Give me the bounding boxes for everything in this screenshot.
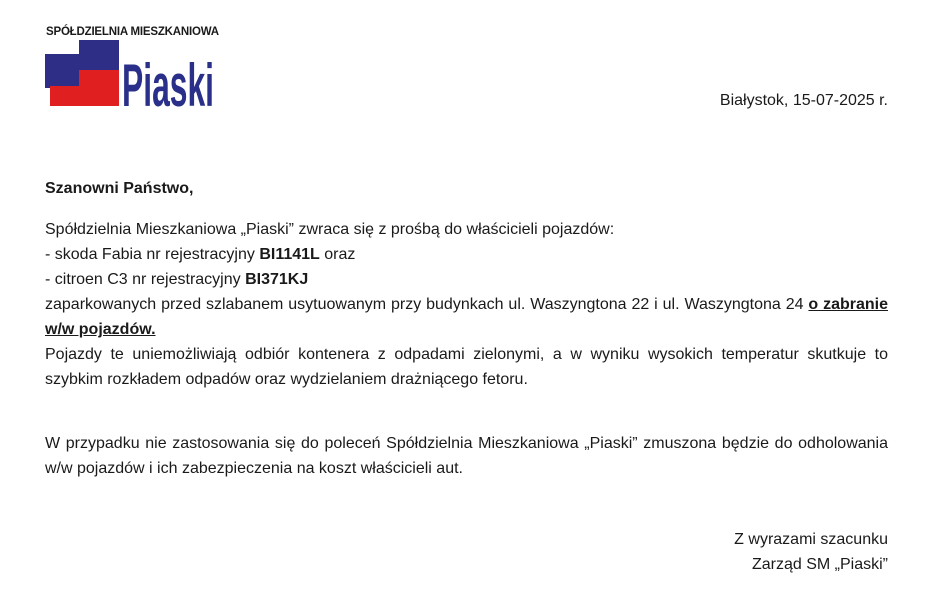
company-logo <box>44 26 219 119</box>
logo-graphic <box>44 38 216 119</box>
closing-signature: Zarząd SM „Piaski” <box>751 556 888 573</box>
closing <box>734 527 888 577</box>
logo-wordmark: Piaski <box>122 52 214 119</box>
vehicle-1-plate: BI1141L <box>259 246 320 263</box>
request-text: o zabranie w/w pojazdów. <box>45 296 888 338</box>
vehicle-line-2 <box>45 267 888 292</box>
location-text: zaparkowanych przed szlabanem usytuowanym przy budynkach ul. Waszyngtona 22 i ul. Waszyngtona 24 <box>45 296 809 313</box>
vehicle-line-1 <box>45 242 888 267</box>
warning-paragraph: W przypadku nie zastosowania się do poleceń Spółdzielnia Mieszkaniowa „Piaski” zmuszona będzie do odholowania w/w pojazdów i ich zabezpieczenia na koszt właścicieli aut. <box>45 435 888 477</box>
main-paragraph <box>45 217 888 392</box>
reason-paragraph: Pojazdy te uniemożliwiają odbiór kontenera z odpadami zielonymi, a w wyniku wysokich temperatur skutkuje to szybkim rozkładem odpadów oraz wydzielaniem drażniącego fetoru. <box>45 346 888 388</box>
vehicle-2-plate: BI371KJ <box>245 271 309 288</box>
place-date: Białystok, 15-07-2025 r. <box>719 92 888 109</box>
vehicle-2-description: - citroen C3 nr rejestracyjny <box>45 271 246 288</box>
location-paragraph <box>45 292 888 342</box>
vehicle-1-suffix: oraz <box>319 246 356 263</box>
greeting: Szanowni Państwo, <box>45 180 194 197</box>
vehicle-1-description: - skoda Fabia nr rejestracyjny <box>45 246 260 263</box>
intro-line: Spółdzielnia Mieszkaniowa „Piaski” zwraca się z prośbą do właścicieli pojazdów: <box>45 221 615 238</box>
closing-regards: Z wyrazami szacunku <box>734 531 888 548</box>
logo-caption: SPÓŁDZIELNIA MIESZKANIOWA <box>46 26 219 38</box>
